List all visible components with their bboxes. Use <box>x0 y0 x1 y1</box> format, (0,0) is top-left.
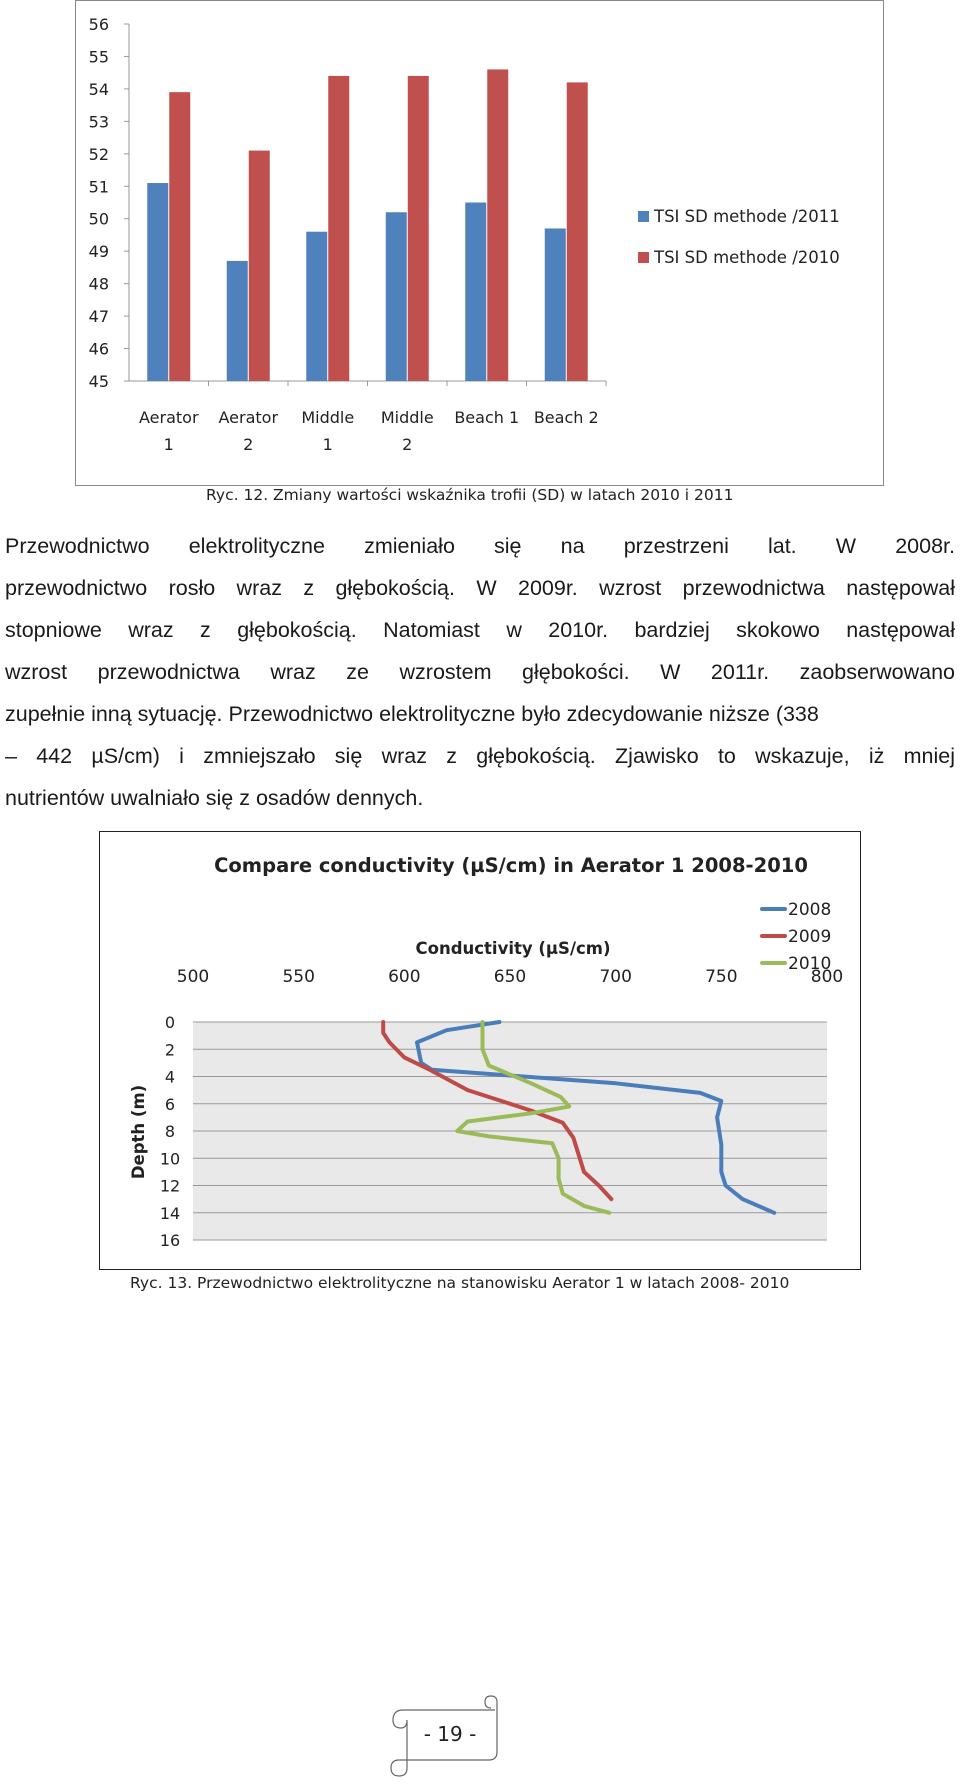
x-tick-label: 500 <box>176 967 210 987</box>
y-tick-label: 54 <box>88 79 109 99</box>
legend-label: 2010 <box>788 954 832 974</box>
bar <box>567 82 588 381</box>
y-tick-label: 14 <box>159 1203 181 1223</box>
bar <box>328 76 349 381</box>
body-line: przewodnictwo rosło wraz z głębokością. W 2009r. wzrost przewodnictwa następował <box>5 576 955 600</box>
body-line: Przewodnictwo elektrolityczne zmieniało się na przestrzeni lat. W 2008r. <box>5 534 955 558</box>
legend-swatch <box>638 211 649 222</box>
x-tick-label: Beach 2 <box>533 408 599 427</box>
bar <box>545 228 566 381</box>
x-tick-label: Aerator <box>218 408 279 427</box>
x-tick-label: 550 <box>282 967 315 987</box>
figure-12-caption: Ryc. 12. Zmiany wartości wskaźnika trofii (SD) w latach 2010 i 2011 <box>206 486 734 504</box>
page-number-ornament <box>385 1690 505 1780</box>
x-tick-label: Beach 1 <box>454 408 520 427</box>
y-tick-label: 49 <box>88 242 109 262</box>
bar <box>169 92 190 381</box>
y-tick-label: 53 <box>88 112 109 132</box>
y-tick-label: 10 <box>159 1149 181 1169</box>
bar <box>408 76 429 381</box>
y-tick-label: 56 <box>88 15 109 34</box>
x-axis-title: Conductivity (µS/cm) <box>415 939 611 958</box>
page-number: - 19 - <box>423 1722 477 1746</box>
x-tick-label: 650 <box>493 967 527 987</box>
x-tick-label: 2 <box>402 435 413 454</box>
y-tick-label: 55 <box>88 47 109 67</box>
bar <box>487 69 508 381</box>
tsi-bar-chart-svg <box>76 1 883 485</box>
conductivity-chart <box>99 831 861 1270</box>
y-tick-label: 47 <box>88 307 109 327</box>
x-tick-label: Aerator <box>138 408 199 427</box>
body-line: wzrost przewodnictwa wraz ze wzrostem głębokości. W 2011r. zaobserwowano <box>5 660 955 684</box>
x-tick-label: 800 <box>810 967 844 987</box>
y-tick-label: 4 <box>164 1067 176 1087</box>
legend-label: TSI SD methode /2011 <box>654 207 840 226</box>
bar <box>386 212 407 381</box>
y-tick-label: 52 <box>88 144 109 164</box>
body-line: stopniowe wraz z głębokością. Natomiast w 2010r. bardziej skokowo następował <box>5 618 955 642</box>
y-tick-label: 12 <box>159 1176 181 1196</box>
figure-13-caption: Ryc. 13. Przewodnictwo elektrolityczne na stanowisku Aerator 1 w latach 2008- 2010 <box>130 1274 790 1292</box>
body-paragraph <box>5 525 955 819</box>
y-tick-label: 0 <box>164 1013 176 1032</box>
body-line: – 442 µS/cm) i zmniejszało się wraz z głębokością. Zjawisko to wskazuje, iż mniej <box>5 744 955 768</box>
bar <box>249 151 270 381</box>
y-tick-label: 50 <box>88 209 109 229</box>
chart-title: Compare conductivity (µS/cm) in Aerator 1 2008-2010 <box>214 854 808 877</box>
legend-label: 2009 <box>788 927 832 947</box>
legend-label: TSI SD methode /2010 <box>654 248 840 267</box>
x-tick-label: 750 <box>705 967 738 987</box>
bar <box>465 203 486 382</box>
bar <box>227 261 248 381</box>
x-tick-label: 2 <box>243 435 254 454</box>
x-tick-label: Middle <box>380 408 434 427</box>
y-tick-label: 51 <box>88 177 109 197</box>
x-tick-label: 600 <box>388 967 421 987</box>
y-tick-label: 48 <box>88 274 109 294</box>
bar <box>306 232 327 381</box>
tsi-bar-chart <box>75 0 884 486</box>
y-tick-label: 6 <box>164 1094 176 1114</box>
x-tick-label: 700 <box>599 967 632 987</box>
body-line: zupełnie inną sytuację. Przewodnictwo elektrolityczne było zdecydowanie niższe (338 <box>5 702 819 726</box>
legend-label: 2008 <box>788 900 832 920</box>
x-tick-label: Middle <box>301 408 355 427</box>
x-tick-label: 1 <box>163 435 174 454</box>
body-line: nutrientów uwalniało się z osadów dennych. <box>5 786 424 810</box>
y-tick-label: 46 <box>88 339 109 359</box>
y-tick-label: 8 <box>164 1122 176 1141</box>
y-tick-label: 16 <box>159 1231 181 1250</box>
legend-swatch <box>638 252 649 263</box>
x-tick-label: 1 <box>322 435 333 454</box>
y-tick-label: 2 <box>164 1040 176 1060</box>
y-axis-title: Depth (m) <box>129 1084 148 1180</box>
y-tick-label: 45 <box>88 372 109 391</box>
conductivity-chart-svg <box>100 832 860 1269</box>
bar <box>147 183 168 381</box>
